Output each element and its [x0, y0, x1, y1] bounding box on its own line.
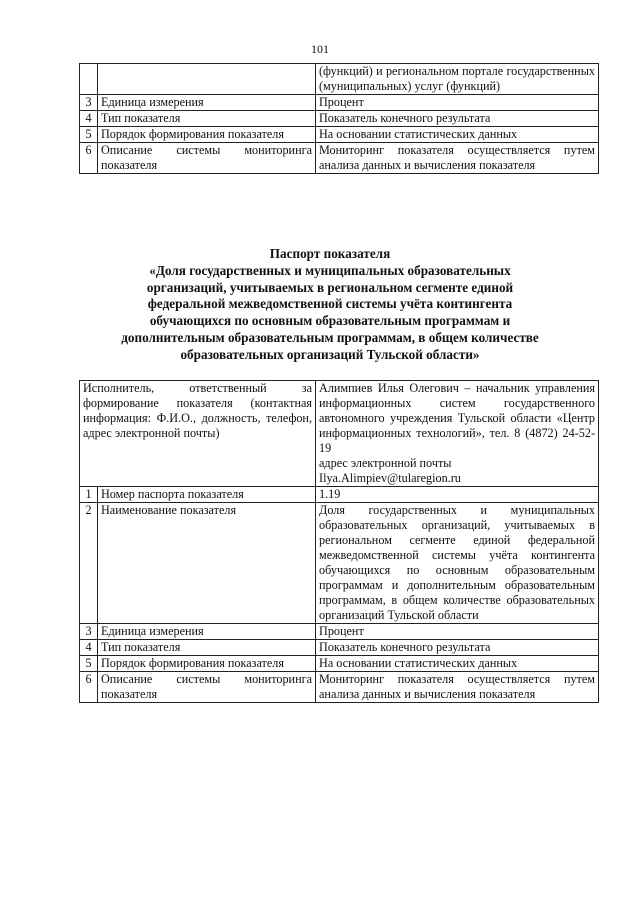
row-number: 3: [80, 95, 98, 111]
row-label: Единица измерения: [98, 624, 316, 640]
executor-row: [80, 381, 599, 487]
row-value: Мониторинг показателя осуществляется путем анализа данных и вычисления показателя: [316, 143, 599, 174]
executor-contact: Алимпиев Илья Олегович – начальник управления информационных систем государственного автономного учреждения Тульской области «Центр информационных технологий», тел. 8 (4872) 24-52-19: [319, 381, 596, 455]
page-number: 101: [311, 42, 329, 56]
row-value: Доля государственных и муниципальных образовательных организаций, учитываемых в региональном сегменте единой федеральной межведомственной системы учёта контингента обучающихся по основным образовательным программам и дополнительным образовательным программам, в общем количестве образовательных организаций Тульской области: [316, 503, 599, 624]
row-label: [98, 64, 316, 95]
executor-label: Исполнитель, ответственный за формирование показателя (контактная информация: Ф.И.О., должность, телефон, адрес электронной почты): [80, 381, 316, 487]
row-number: 5: [80, 127, 98, 143]
passport-title-line: организаций, учитываемых в региональном сегменте единой: [146, 279, 514, 295]
row-number: 1: [80, 487, 98, 503]
row-number: [80, 64, 98, 95]
row-value: Процент: [316, 95, 599, 111]
table-row: [80, 672, 599, 703]
table-row: [80, 143, 599, 174]
table-row: [80, 487, 599, 503]
passport-title-line: федеральной межведомственной системы учёта контингента: [147, 296, 513, 312]
row-label: Порядок формирования показателя: [98, 127, 316, 143]
table-row: [80, 503, 599, 624]
table-row: [80, 624, 599, 640]
row-number: 6: [80, 672, 98, 703]
row-value: На основании статистических данных: [316, 656, 599, 672]
passport-title-line: «Доля государственных и муниципальных образовательных: [149, 262, 511, 278]
table-row: [80, 95, 599, 111]
row-label: Тип показателя: [98, 111, 316, 127]
indicator-table-continuation: [79, 63, 599, 174]
row-label: Единица измерения: [98, 95, 316, 111]
passport-title-line: образовательных организаций Тульской области»: [180, 346, 480, 362]
row-value: (функций) и региональном портале государственных (муниципальных) услуг (функций): [316, 64, 599, 95]
table-row: [80, 64, 599, 95]
table-row: [80, 656, 599, 672]
row-value: Показатель конечного результата: [316, 111, 599, 127]
row-number: 4: [80, 111, 98, 127]
row-label: Номер паспорта показателя: [98, 487, 316, 503]
executor-value: [316, 381, 599, 487]
row-value: На основании статистических данных: [316, 127, 599, 143]
passport-table: [79, 380, 599, 703]
row-label: Описание системы мониторинга показателя: [98, 143, 316, 174]
row-value: Мониторинг показателя осуществляется путем анализа данных и вычисления показателя: [316, 672, 599, 703]
passport-title-line: обучающихся по основным образовательным программам и: [149, 313, 511, 329]
passport-title-line: дополнительным образовательным программам, в общем количестве: [121, 329, 539, 345]
row-label: Наименование показателя: [98, 503, 316, 624]
row-value: Процент: [316, 624, 599, 640]
table-row: [80, 640, 599, 656]
row-number: 2: [80, 503, 98, 624]
email-address: Ilya.Alimpiev@tularegion.ru: [319, 471, 461, 485]
row-value: Показатель конечного результата: [316, 640, 599, 656]
row-label: Порядок формирования показателя: [98, 656, 316, 672]
table-row: [80, 127, 599, 143]
passport-title-line: Паспорт показателя: [269, 246, 391, 261]
table-row: [80, 111, 599, 127]
row-number: 4: [80, 640, 98, 656]
email-line: адрес электронной почты: [319, 456, 452, 470]
passport-title: [60, 246, 600, 364]
row-label: Описание системы мониторинга показателя: [98, 672, 316, 703]
row-value: 1.19: [316, 487, 599, 503]
row-number: 3: [80, 624, 98, 640]
row-label: Тип показателя: [98, 640, 316, 656]
row-number: 5: [80, 656, 98, 672]
row-number: 6: [80, 143, 98, 174]
